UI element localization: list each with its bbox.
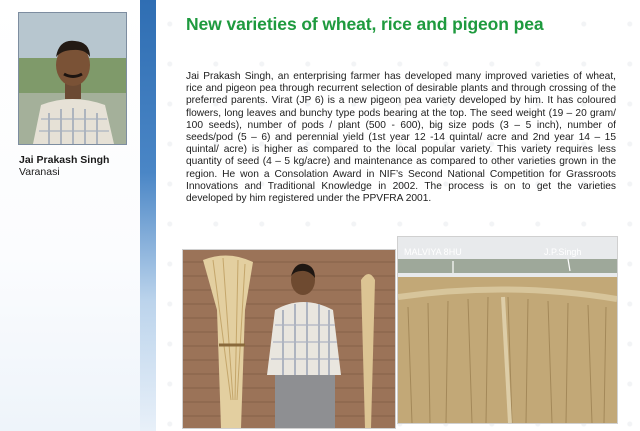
article-body: Jai Prakash Singh, an enterprising farmer has developed many improved varieties of wheat, rice and pigeon pea through recurrent selection of desirable plants and through crossing of the preferred parents. Virat (JP 6) is a new pigeon pea variety developed by him. It has coloured flowers, long leaves and bunchy type pods bearing at the top. The seed weight (19 – 20 gram/ 100 seeds), number of pods / plant (500 - 600), big size pods (3 – 5 inch), number of seeds/pod (5 – 6) and perennial yield (1st year 12 -14 quintal/ acre and 2nd year 14 – 15 quintal/ acre) is higher as compared to the local popular variety. This variety requires less quantity of seed (4 – 5 kg/acre) and maintenance as compared to other varieties grown in the region. He won a Consolation Award in NIF’s Second National Competition for Grassroots Innovations and Traditional Knowledge in 2002. The process is on to get the varieties developed by him registered under the PPVFRA 2001. (186, 71, 616, 205)
wheat-field-photo (397, 236, 618, 424)
farmer-portrait-photo (18, 12, 127, 145)
farmer-name: Jai Prakash Singh (19, 154, 110, 166)
farmer-with-wheat-photo (182, 249, 396, 429)
field-label-left: MALVIYA 8HU (404, 247, 462, 257)
article-title: New varieties of wheat, rice and pigeon pea (186, 14, 544, 34)
farmer-location: Varanasi (19, 166, 60, 178)
field-label-right: J.P.Singh (544, 247, 582, 257)
